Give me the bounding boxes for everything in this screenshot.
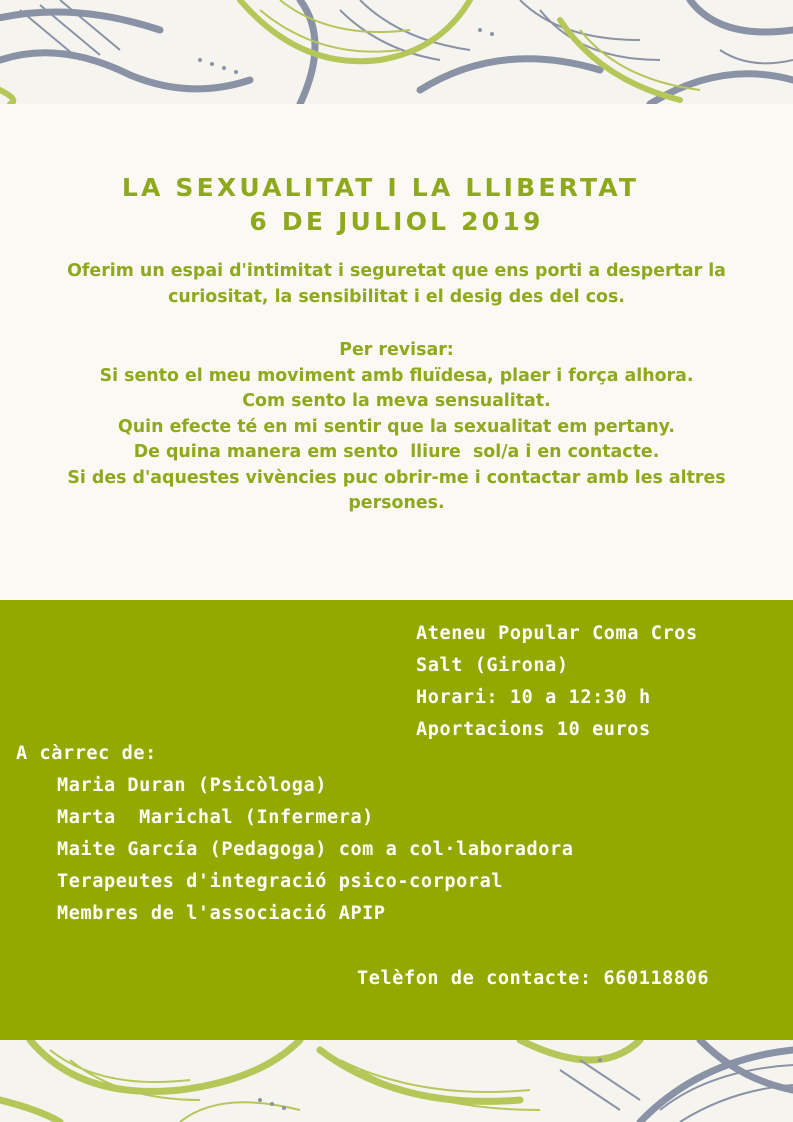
intro-line: curiositat, la sensibilitat i el desig des del cos. xyxy=(168,286,625,307)
facilitator-item: Terapeutes d'integració psico-corporal xyxy=(57,871,504,892)
review-item: De quina manera em sento lliure sol/a i en contacte. xyxy=(133,442,660,462)
facilitator-item: Membres de l'associació APIP xyxy=(57,903,386,924)
review-item: Si sento el meu moviment amb fluïdesa, plaer i força alhora. xyxy=(99,365,694,386)
facilitator-item: Maite García (Pedagoga) com a col·laboradora xyxy=(57,839,574,860)
venue-price: Aportacions 10 euros xyxy=(416,719,651,740)
info-panel xyxy=(0,600,793,1040)
facilitators-heading: A càrrec de: xyxy=(16,743,157,764)
intro-line: Oferim un espai d'intimitat i seguretat que ens porti a despertar la xyxy=(67,261,726,281)
venue-details xyxy=(416,618,698,746)
top-leaf-decoration xyxy=(0,0,793,104)
page-title: LA SEXUALITAT I LA LLIBERTAT xyxy=(121,173,640,202)
review-item: persones. xyxy=(348,493,445,513)
venue-city: Salt (Girona) xyxy=(416,655,569,676)
intro-paragraph xyxy=(20,259,773,310)
contact-phone: Telèfon de contacte: 660118806 xyxy=(357,968,710,989)
review-heading: Per revisar: xyxy=(339,340,454,360)
facilitator-item: Marta Marichal (Infermera) xyxy=(57,807,374,828)
review-item: Si des d'aquestes vivències puc obrir-me i contactar amb les altres xyxy=(67,467,726,488)
review-list xyxy=(20,338,773,517)
venue-place: Ateneu Popular Coma Cros xyxy=(416,623,698,644)
facilitator-item: Maria Duran (Psicòloga) xyxy=(57,775,327,796)
review-item: Com sento la meva sensualitat. xyxy=(242,391,551,411)
main-text-panel xyxy=(0,104,793,600)
venue-schedule: Horari: 10 a 12:30 h xyxy=(416,687,651,708)
review-item: Quin efecte té en mi sentir que la sexualitat em pertany. xyxy=(118,416,675,437)
facilitators-list xyxy=(16,738,573,930)
bottom-leaf-decoration xyxy=(0,1040,793,1122)
event-date: 6 DE JULIOL 2019 xyxy=(249,207,544,236)
